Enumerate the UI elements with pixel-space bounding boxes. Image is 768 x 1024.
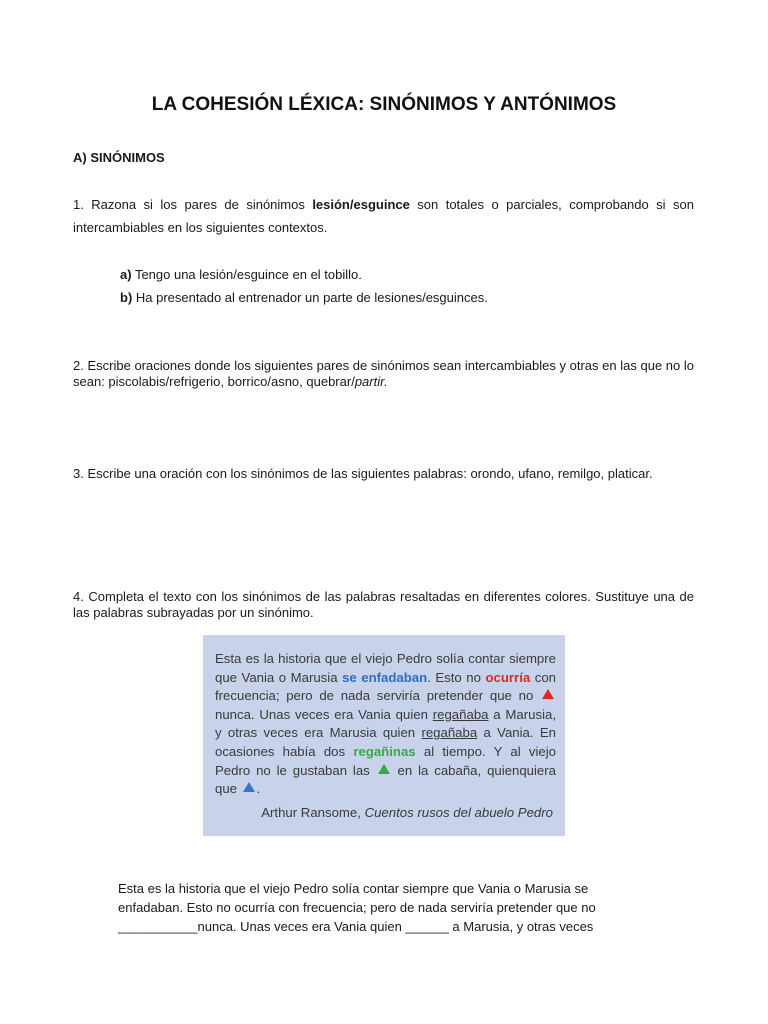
context-a-text: Tengo una lesión/esguince en el tobillo. (131, 267, 362, 282)
excerpt-seg-3: con frecuencia; pero de nada serviría pretender que no (215, 669, 556, 704)
red-triangle-icon (542, 689, 554, 699)
q1-post: son totales o parciales, comprobando si son intercambiables en los siguientes contextos. (73, 197, 694, 235)
highlight-green-word: regañinas (353, 743, 416, 759)
attribution-author: Arthur Ransome, (261, 805, 365, 820)
highlight-blue-word: se enfadaban (342, 669, 428, 685)
attribution-work: Cuentos rusos del abuelo Pedro (364, 805, 553, 820)
section-heading-sinonimos: A) SINÓNIMOS (73, 150, 165, 165)
excerpt-seg-9: . (256, 781, 261, 797)
page-title: LA COHESIÓN LÉXICA: SINÓNIMOS Y ANTÓNIMOS (151, 94, 617, 115)
question-1 (73, 193, 694, 239)
excerpt-seg-8: en la cabaña, quienquiera que (215, 762, 556, 797)
context-a-label: a) (120, 267, 132, 282)
excerpt-seg-2: . Esto no (427, 669, 486, 685)
q2-pre: 2. Escribe oraciones donde los siguientes pares de sinónimos sean intercambiables y otras en las que no lo sean: piscolabis/refrigerio, borrico/asno, quebrar/ (73, 358, 694, 389)
underlined-word-2: regañaba (421, 725, 478, 741)
green-triangle-icon (378, 764, 390, 774)
question-4: 4. Completa el texto con los sinónimos de las palabras resaltadas en diferentes colores. Sustituye una de las palabras subrayadas por un sinónimo. (73, 589, 694, 620)
q2-italic: partir. (354, 374, 388, 389)
excerpt-box (203, 635, 565, 836)
q1-bold-term: lesión/esguince (312, 197, 410, 212)
excerpt-seg-1: Esta es la historia que el viejo Pedro solía contar siempre que Vania o Marusia (215, 651, 556, 685)
q1-pre: 1. Razona si los pares de sinónimos (73, 197, 313, 212)
excerpt-seg-5: a Marusia, y otras veces era Marusia quien (215, 706, 556, 741)
excerpt-text (215, 650, 556, 799)
context-b-text: Ha presentado al entrenador un parte de lesiones/esguinces. (132, 290, 488, 305)
context-a (120, 263, 488, 286)
excerpt-seg-7: al tiempo. Y al viejo Pedro no le gustaban las (215, 743, 556, 778)
context-b-label: b) (120, 290, 133, 305)
highlight-red-word: ocurría (485, 669, 531, 685)
excerpt-seg-4: nunca. Unas veces era Vania quien (215, 706, 433, 722)
excerpt-attribution (261, 805, 553, 820)
excerpt-seg-6: a Vania. En ocasiones había dos (215, 725, 556, 759)
underlined-word-1: regañaba (432, 706, 489, 722)
question-2 (73, 358, 694, 390)
blue-triangle-icon (243, 782, 255, 792)
context-b (120, 286, 488, 309)
question-3: 3. Escribe una oración con los sinónimos de las siguientes palabras: orondo, ufano, remilgo, platicar. (73, 466, 653, 481)
question-1-contexts (120, 263, 488, 309)
fill-in-text: Esta es la historia que el viejo Pedro solía contar siempre que Vania o Marusia se enfadaban. Esto no ocurría con frecuencia; pero de nada serviría pretender que no ___________nunca. Unas veces era Vania quien ______ a Marusia, y otras veces (118, 881, 596, 934)
